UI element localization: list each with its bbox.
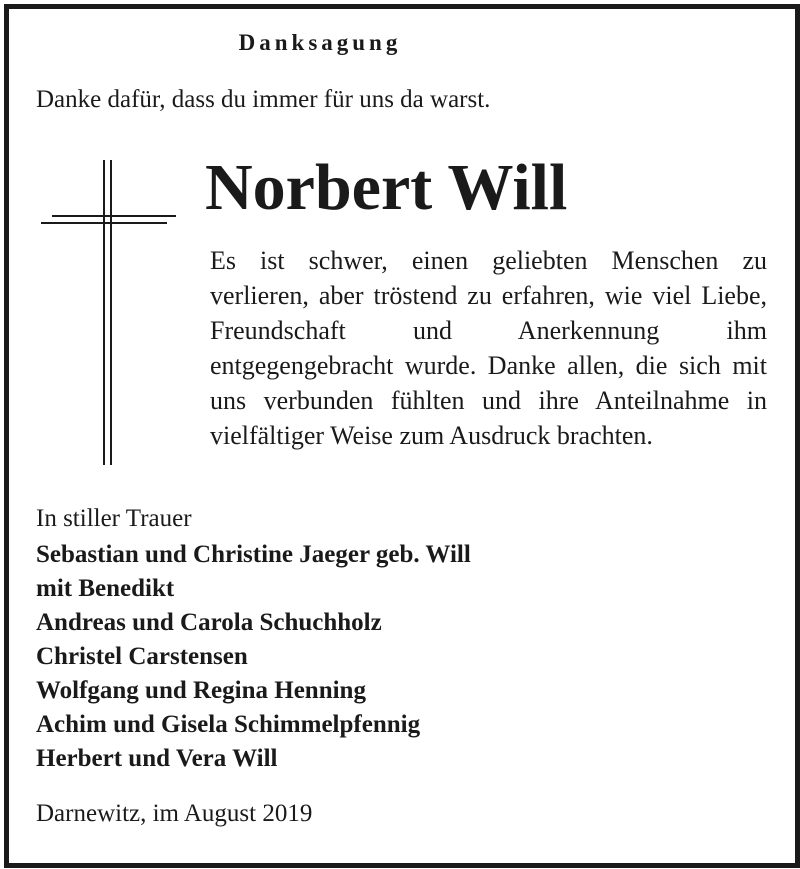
mourner-entry: Herbert und Vera Will [36, 745, 278, 772]
mourner-entry: Christel Carstensen [36, 643, 248, 670]
mourners-list [36, 538, 471, 776]
mourner-entry: mit Benedikt [36, 575, 175, 602]
notice-heading: Danksagung [238, 30, 402, 55]
notice-quote: Danke dafür, dass du immer für uns da warst. [36, 86, 491, 113]
mourner-entry: Wolfgang und Regina Henning [36, 677, 366, 704]
notice-body-text: Es ist schwer, einen geliebten Menschen zu verlieren, aber tröstend zu erfahren, wie viel Liebe, Freundschaft und Anerkennung ihm entgegengebracht wurde. Danke allen, die sich mit uns verbunden fühlten und ihre Anteilnahme in vielfältiger Weise zum Ausdruck brachten. [210, 246, 767, 450]
mourner-entry: Achim und Gisela Schimmelpfennig [36, 711, 421, 738]
deceased-name: Norbert Will [205, 151, 568, 224]
mourner-entry: Andreas und Carola Schuchholz [36, 609, 382, 636]
cross-icon [38, 160, 178, 470]
mourning-label: In stiller Trauer [36, 505, 192, 532]
mourner-entry: Sebastian und Christine Jaeger geb. Will [36, 541, 471, 568]
place-date: Darnewitz, im August 2019 [36, 800, 313, 827]
